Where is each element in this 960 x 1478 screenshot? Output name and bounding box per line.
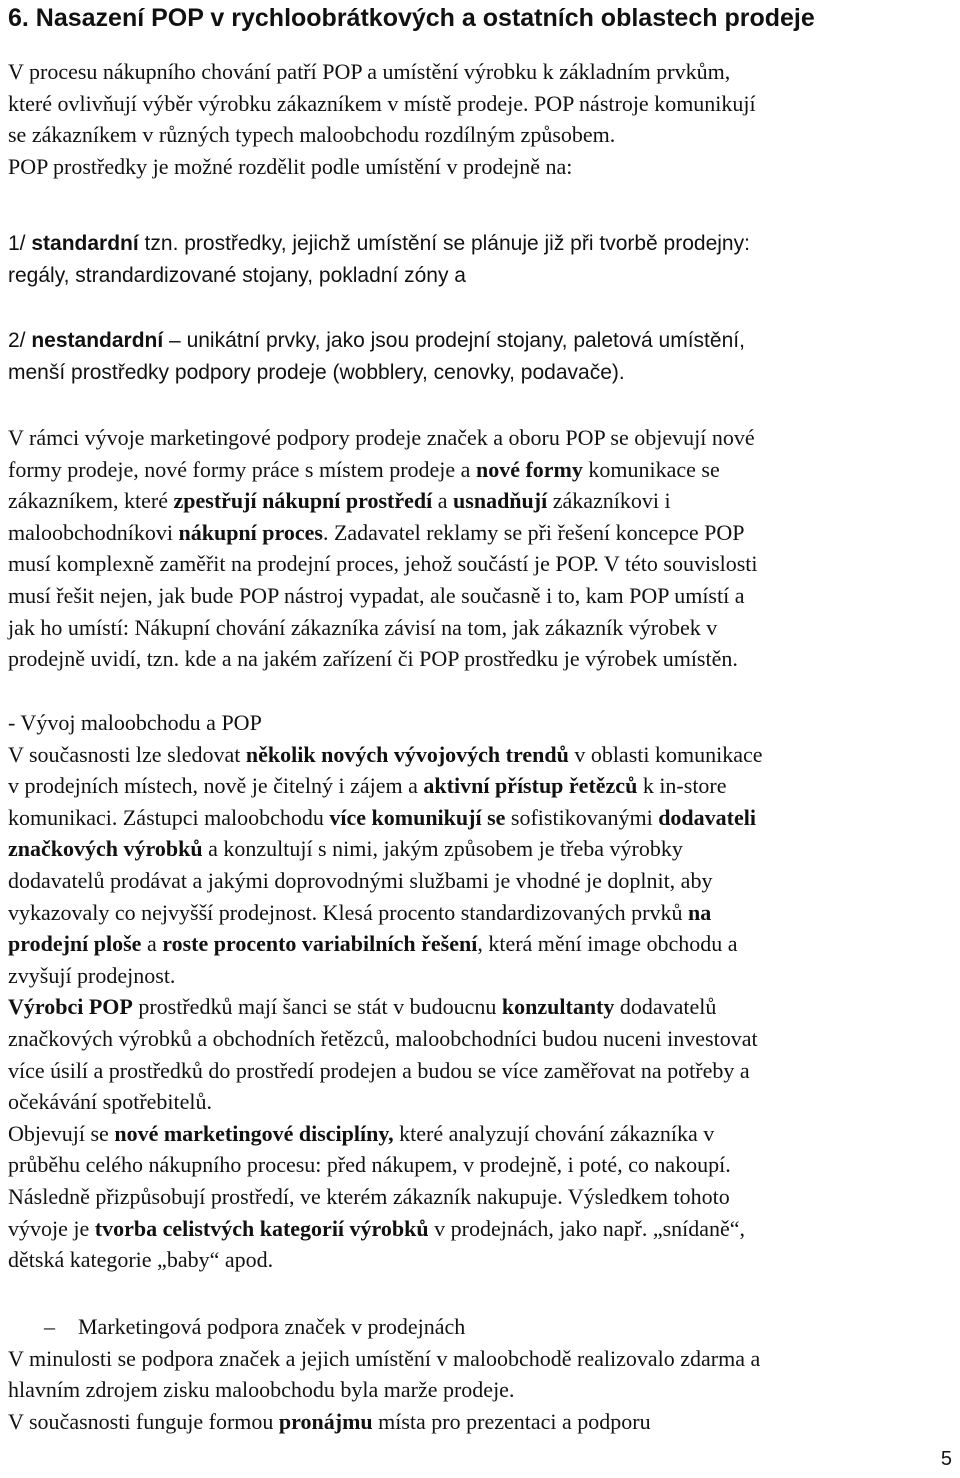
text-run: zákazníkem, které — [8, 488, 174, 514]
term-nonstandard: nestandardní — [31, 329, 164, 352]
text-line — [8, 1406, 958, 1438]
text-line: POP prostředky je možné rozdělit podle umístění v prodejně na: — [8, 153, 573, 179]
text-run: a — [141, 931, 163, 957]
intro-paragraph — [8, 56, 958, 182]
text-line — [8, 928, 958, 960]
text-run: V současnosti lze sledovat — [8, 741, 246, 767]
bold-run: nákupní proces — [178, 519, 323, 545]
term-standard: standardní — [31, 232, 139, 255]
text-run: sofistikovanými — [505, 804, 659, 830]
text-run: vykazovaly co nejvyšší prodejnost. Klesá procento standardizovaných prvků — [8, 899, 688, 925]
list-dash: – — [44, 1314, 55, 1339]
text-run: , která mění image obchodu a — [477, 931, 738, 957]
text-line: zvyšují prodejnost. — [8, 962, 176, 988]
text-line: více úsilí a prostředků do prostředí prodejen a budou se více zaměřovat na potřeby a — [8, 1057, 750, 1083]
text-run: prostředků mají šanci se stát v budoucnu — [132, 994, 502, 1020]
bold-run: dodavateli — [658, 804, 756, 830]
marketing-paragraph — [8, 422, 958, 675]
text-line: prodejně uvidí, tzn. kde a na jakém zařízení či POP prostředku je výrobek umístěn. — [8, 646, 738, 672]
text-line — [8, 1213, 958, 1245]
text-line — [8, 325, 958, 357]
section-title: Marketingová podpora značek v prodejnách — [78, 1314, 466, 1339]
text-run: v prodejnách, jako např. „snídaně“, — [428, 1215, 746, 1241]
text-run: vývoje je — [8, 1215, 95, 1241]
bold-run: nové formy — [475, 456, 583, 482]
standard-item — [8, 228, 958, 291]
text-line: menší prostředky podpory prodeje (wobblery, cenovky, podavače). — [8, 360, 625, 384]
bold-run: usnadňují — [453, 488, 548, 514]
development-section — [8, 707, 958, 1276]
text-run: a — [432, 488, 454, 514]
text-run: dodavatelů — [614, 994, 717, 1020]
list-prefix: 2/ — [8, 329, 32, 352]
text-run: komunikaci. Zástupci maloobchodu — [8, 804, 330, 830]
text-run: . Zadavatel reklamy se při řešení koncepce POP — [322, 519, 745, 545]
text-line — [8, 991, 958, 1023]
text-run: – unikátní prvky, jako jsou prodejní stojany, paletová umístění, — [163, 329, 745, 352]
text-line: jak ho umístí: Nákupní chování zákazníka závisí na tom, jak zákazník výrobek v — [8, 614, 718, 640]
bold-run: značkových výrobků — [8, 836, 203, 862]
bold-run: několik nových vývojových trendů — [245, 741, 569, 767]
bold-run: nové marketingové disciplíny, — [114, 1120, 394, 1146]
text-line — [8, 228, 958, 260]
text-run: V současnosti funguje formou — [8, 1408, 279, 1434]
text-line: značkových výrobků a obchodních řetězců, maloobchodníci budou nuceni investovat — [8, 1025, 758, 1051]
text-line — [8, 1118, 958, 1150]
text-line: se zákazníkem v různých typech maloobchodu rozdílným způsobem. — [8, 122, 616, 148]
text-line — [8, 802, 958, 834]
bold-run: na — [687, 899, 712, 925]
section-heading: - Vývoj maloobchodu a POP — [8, 710, 262, 735]
text-line — [8, 833, 958, 865]
brand-support-section — [8, 1311, 958, 1437]
bold-run: pronájmu — [278, 1408, 373, 1434]
text-line: V minulosti se podpora značek a jejich umístění v maloobchodě realizovalo zdarma a — [8, 1345, 761, 1371]
page-title: 6. Nasazení POP v rychloobrátkových a ostatních oblastech prodeje — [8, 4, 815, 32]
text-run: které analyzují chování zákazníka v — [393, 1120, 715, 1146]
text-line — [8, 454, 958, 486]
text-run: v oblasti komunikace — [568, 741, 763, 767]
text-line — [8, 485, 958, 517]
bold-run: více komunikují se — [329, 804, 506, 830]
text-run: formy prodeje, nové formy práce s místem prodeje a — [8, 456, 476, 482]
bold-run: zpestřují nákupní prostředí — [173, 488, 433, 514]
text-line — [8, 517, 958, 549]
text-run: v prodejních místech, nově je čitelný i zájem a — [8, 773, 424, 799]
text-line: hlavním zdrojem zisku maloobchodu byla marže prodeje. — [8, 1377, 515, 1403]
bold-run: tvorba celistvých kategorií výrobků — [94, 1215, 429, 1241]
bold-run: Výrobci POP — [8, 994, 133, 1020]
text-line — [8, 770, 958, 802]
text-line: očekávání spotřebitelů. — [8, 1089, 213, 1115]
text-run: maloobchodníkovi — [8, 519, 179, 545]
text-run: tzn. prostředky, jejichž umístění se plánuje již při tvorbě prodejny: — [138, 232, 750, 255]
bold-run: aktivní přístup řetězců — [423, 773, 638, 799]
text-run: a konzultují s nimi, jakým způsobem je třeba výrobky — [202, 836, 683, 862]
text-line: V procesu nákupního chování patří POP a umístění výrobku k základním prvkům, — [8, 59, 731, 84]
text-run: zákazníkovi i — [547, 488, 671, 514]
text-line: Následně přizpůsobují prostředí, ve kterém zákazník nakupuje. Výsledkem tohoto — [8, 1183, 730, 1209]
bold-run: roste procento variabilních řešení — [162, 931, 478, 957]
text-line: musí řešit nejen, jak bude POP nástroj vypadat, ale současně i to, kam POP umístí a — [8, 582, 745, 608]
list-prefix: 1/ — [8, 232, 32, 255]
text-line: dětská kategorie „baby“ apod. — [8, 1247, 274, 1273]
nonstandard-item — [8, 325, 958, 388]
text-line: V rámci vývoje marketingové podpory prodeje značek a oboru POP se objevují nové — [8, 425, 755, 450]
text-line: dodavatelů prodávat a jakými doprovodnými službami je vhodné je doplnit, aby — [8, 867, 713, 893]
text-line: průběhu celého nákupního procesu: před nákupem, v prodejně, i poté, co nakoupí. — [8, 1152, 731, 1178]
text-run: Objevují se — [8, 1120, 115, 1146]
text-line: které ovlivňují výběr výrobku zákazníkem v místě prodeje. POP nástroje komunikují — [8, 90, 756, 116]
bold-run: prodejní ploše — [8, 931, 142, 957]
text-line — [8, 897, 958, 929]
section-heading — [8, 1311, 958, 1343]
text-run: místa pro prezentaci a podporu — [372, 1408, 651, 1434]
text-run: komunikace se — [582, 456, 720, 482]
text-line: musí komplexně zaměřit na prodejní proces, jehož součástí je POP. V této souvislosti — [8, 551, 758, 577]
text-line: regály, strandardizované stojany, pokladní zóny a — [8, 263, 466, 287]
bold-run: konzultanty — [501, 994, 615, 1020]
text-line — [8, 739, 958, 771]
page-number: 5 — [940, 1448, 952, 1470]
text-run: k in-store — [637, 773, 727, 799]
